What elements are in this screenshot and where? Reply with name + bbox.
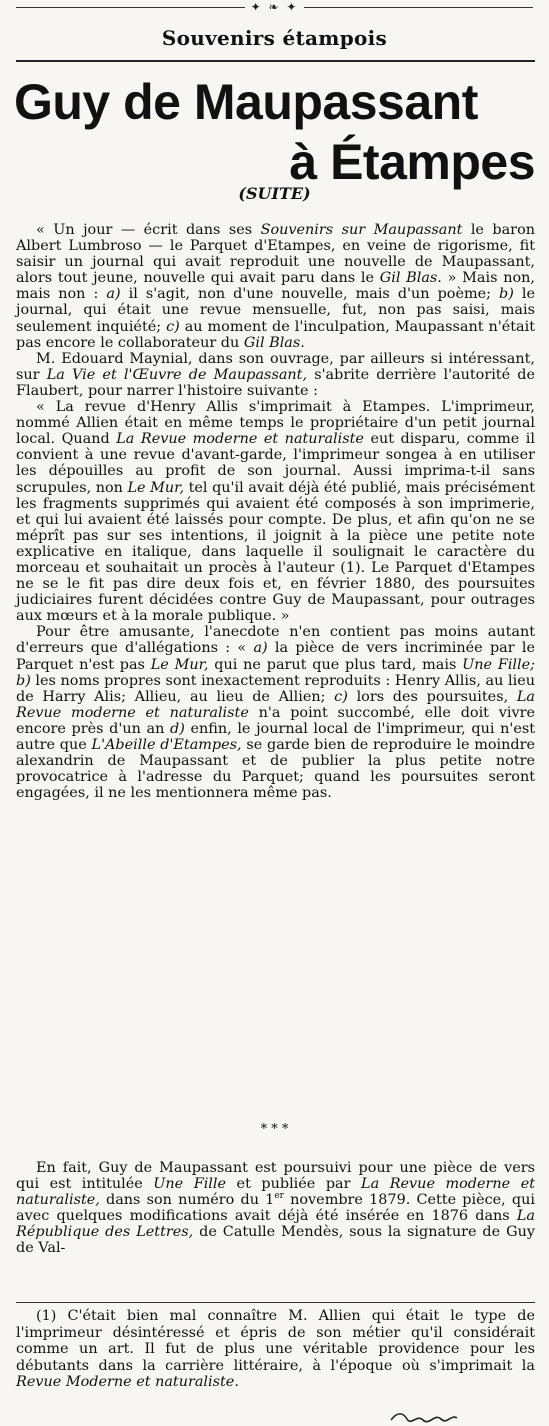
text-run: n'a point succombé, elle doit vivre encore près d'un an [16,704,535,737]
text-run: En fait, Guy de Maupassant est poursuivi pour une pièce de vers qui est intitulée [16,1160,535,1193]
footnote [16,1308,535,1391]
text-run: au moment de l'inculpation, Maupassant n'était pas encore le collaborateur du [16,318,535,351]
italic-text: Revue Moderne et naturaliste. [16,1374,239,1391]
italic-text: Une Fille; [462,656,536,673]
text-run: les noms propres sont inexactement reproduits : Henry Allis, au lieu de Harry Alis; Allieu, au lieu de Allien; [16,672,535,705]
italic-text: b) [499,286,514,303]
italic-text: b) [16,672,31,689]
headline-line-1: Guy de Maupassant [14,74,478,130]
italic-text: La Revue moderne et naturaliste, [16,1176,535,1209]
italic-text: Le Mur, [150,656,209,673]
text-run: se garde bien de reproduire le moindre alexandrin de Maupassant et de publier la plus petite notre provocatrice à l'adresse du Parquet; quand les poursuites seront engagées, il ne les mentionnera même pas. [16,737,536,802]
top-ornament [16,0,533,14]
text-run: novembre 1879. Cette pièce, qui avec quelques modifications avait déjà été insérée en 1876 dans [16,1192,535,1225]
article-body-continued [16,1160,535,1257]
italic-text: Souvenirs sur Maupassant [260,222,463,238]
text-run: et publiée par [226,1176,362,1193]
italic-text: d) [170,720,185,737]
italic-text: Le Mur, [127,479,185,496]
subtitle: (SUITE) [238,184,311,203]
text-run: la pièce de vers incriminée par le Parquet n'est pas [16,640,536,673]
text-run: s'abrite derrière l'autorité de Flaubert, pour narrer l'histoire suivante : [16,366,535,399]
text-run: de Catulle Mendès, sous la signature de Guy de Val- [16,1224,535,1257]
text-run: le baron Albert Lumbroso — le Parquet d'Etampes, en veine de rigorisme, fit saisir un journal qui avait reproduit une nouvelle de Maupassant, alors tout jeune, nouvelle qui avait paru dans le [16,222,535,287]
italic-text: Une Fille [153,1176,227,1193]
footnote-text [16,1308,535,1391]
italic-text: a) [253,640,268,657]
text-run: tel qu'il avait déjà été publié, mais précisément les fragments supprimés qui avaient été composés à son imprimerie, et qui lui avaient été laissés pour compte. De plus, et afin qu'on ne se méprît pas sur ses intentions, il joignit à la pièce une petite note explicative en italique, dans laquelle il soulignait le caractère du morceau et souhaitait un procès à l'auteur (1). Le Parquet d'Etampes ne se le fit pas dire deux fois et, en février 1880, des poursuites judiciaires furent décidées contre Guy de Maupassant, pour outrages aux mœurs et à la morale publique. » [16,479,536,625]
text-run: « La revue d'Henry Allis s'imprimait à Etampes. L'imprimeur, nommé Allien était en même temps le propriétaire d'un petit journal local. Quand [16,399,535,448]
italic-text: L'Abeille d'Etampes, [91,737,242,753]
text-run: lors des poursuites, [347,688,517,705]
text-run: eut disparu, comme il convient à une revue d'avant-garde, l'imprimeur songea à en utiliser les dépouilles au profit de son journal. Aussi imprima-t-il sans scrupules, non [16,431,535,496]
section-kicker: Souvenirs étampois [161,26,388,50]
ornament-rule-left [16,7,245,8]
header-rule [16,60,535,62]
text-run: dans son numéro du 1 [99,1192,275,1209]
italic-text: c) [334,688,348,705]
paragraph [16,399,535,624]
footnote-rule [16,1302,535,1303]
text-run: qui ne parut que plus tard, mais [208,656,463,673]
paragraph [16,351,535,399]
ornament-rule-right [304,7,533,8]
italic-text: La Vie et l'Œuvre de Maupassant, [46,366,308,383]
italic-text: c) [166,318,180,335]
text-run: M. Edouard Maynial, dans son ouvrage, par ailleurs si intéressant, sur [16,350,535,383]
italic-text: Gil Blas. [243,334,305,351]
paragraph [16,222,535,351]
italic-text: La République des Lettres, [16,1208,535,1241]
text-run: » Mais non, mais non : [16,270,535,303]
paragraph [16,1160,535,1257]
italic-text: a) [106,286,121,303]
article-body [16,222,535,801]
text-run: enfin, le journal local de l'imprimeur, qui n'est autre que [16,720,535,753]
text-run: (1) C'était bien mal connaître M. Allien qui était le type de l'imprimeur désintéressé et épris de son métier qu'il considérait comme un art. Il fut de plus une véritable providence pour les débutants dans la carrière littéraire, à l'époque où s'imprimait la [16,1308,535,1374]
section-separator: * * * [260,1122,289,1137]
text-run: le journal, qui était une revue mensuelle, fut, non pas saisi, mais seulement inquiété; [16,286,535,335]
paragraph [16,624,535,801]
italic-text: La Revue moderne et naturaliste [16,688,535,721]
text-run: Pour être amusante, l'anecdote n'en contient pas moins autant d'erreurs que d'allégations : « [16,624,535,657]
text-run: il s'agit, non d'une nouvelle, mais d'un poème; [120,286,500,303]
italic-text: Gil Blas. [379,270,442,287]
text-run: « Un jour — écrit dans ses [36,222,261,238]
headline-line-2: à Étampes [289,134,535,190]
superscript-text: er [274,1191,284,1202]
fleuron-icon: ✦ ❧ ✦ [250,0,299,14]
signature-icon [389,1408,459,1424]
italic-text: La Revue moderne et naturaliste [116,431,364,448]
